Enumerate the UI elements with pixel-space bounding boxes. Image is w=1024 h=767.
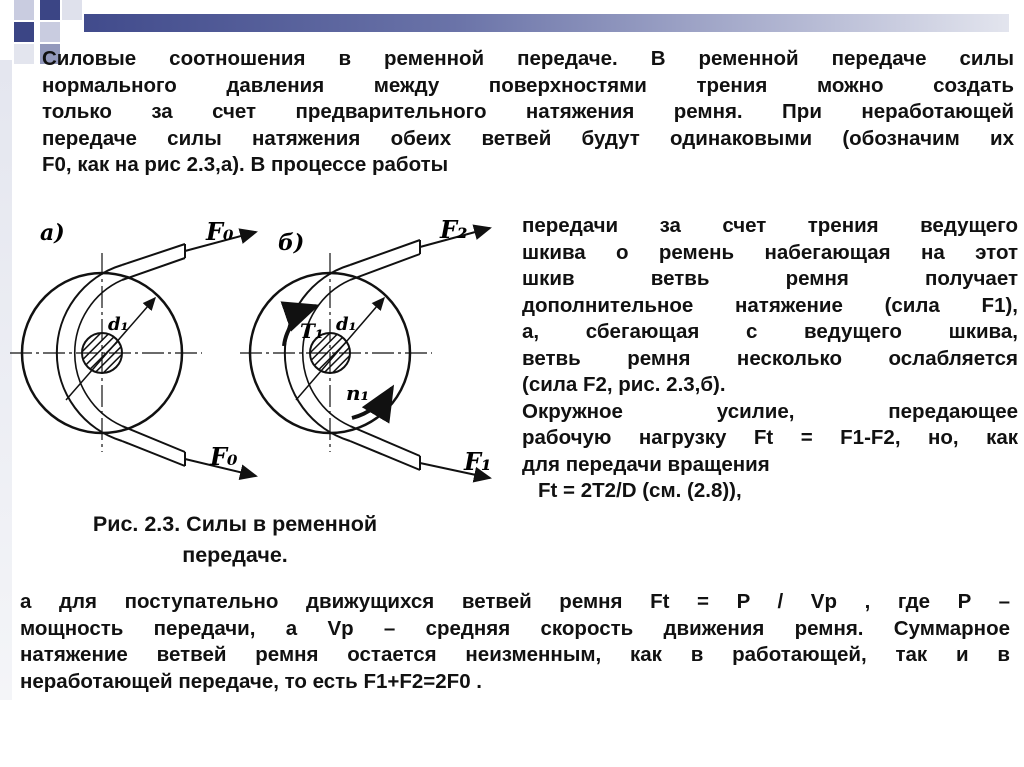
intro-line: передаче силы натяжения обеих ветвей будут одинаковыми (обозначим их — [42, 126, 1014, 150]
force-label-f0-bottom: F₀ — [210, 442, 238, 471]
pulley-a — [10, 244, 202, 466]
formula-line: Ft = 2T2/D (см. (2.8)), — [538, 479, 742, 502]
force-arrows-b — [420, 228, 490, 478]
deco-square — [14, 22, 34, 42]
bottom-line: натяжение ветвей ремня остается неизменным, как в работающей, так и в — [20, 643, 1010, 666]
intro-line: F0, как на рис 2.3,а). В процессе работы — [42, 153, 449, 176]
caption-line: Рис. 2.3. Силы в ременной — [92, 512, 378, 536]
torque-label: T₁ — [300, 319, 324, 343]
right-line: (сила F2, рис. 2.3,б). — [522, 373, 726, 396]
right-line: а, сбегающая с ведущего шкива, — [522, 320, 1018, 343]
speed-label: n₁ — [346, 381, 370, 405]
right-line: шкив ветвь ремня получает — [522, 267, 1018, 290]
diameter-label-b: d₁ — [336, 314, 357, 335]
belt-drive-figure — [0, 195, 520, 505]
bottom-line: неработающей передаче, то есть F1+F2=2F0 . — [20, 669, 482, 693]
force-arrows-a — [185, 232, 256, 476]
right-line: Окружное усилие, передающее — [522, 399, 1018, 423]
force-label-f1: F₁ — [464, 447, 492, 476]
intro-paragraph — [42, 46, 1014, 179]
right-line: шкива о ремень набегающая на этот — [522, 240, 1018, 264]
intro-line: нормального давления между поверхностями трения можно создать — [42, 73, 1014, 97]
pulley-b — [240, 240, 432, 470]
deco-square — [40, 22, 60, 42]
bottom-line: а для поступательно движущихся ветвей ремня Ft = P / Vp , где P – — [20, 590, 1010, 613]
header-bar — [84, 14, 1009, 32]
right-line: ветвь ремня несколько ослабляется — [522, 346, 1018, 370]
deco-square — [40, 0, 60, 20]
right-line: дополнительное натяжение (сила F1), — [522, 293, 1018, 317]
right-line: рабочую нагрузку Ft = F1-F2, но, как — [522, 426, 1018, 449]
force-label-f2: F₂ — [440, 215, 468, 244]
caption-line: передаче. — [182, 543, 288, 567]
force-label-f0-top: F₀ — [206, 217, 234, 246]
intro-line: Силовые соотношения в ременной передаче. В ременной передаче силы — [42, 47, 1014, 70]
deco-square — [62, 0, 82, 20]
deco-square — [14, 0, 34, 20]
intro-line: только за счет предварительного натяжения ремня. При неработающей — [42, 100, 1014, 123]
right-line: для передачи вращения — [522, 452, 770, 476]
right-paragraph — [522, 213, 1018, 505]
bottom-paragraph — [20, 589, 1010, 695]
diameter-label-a: d₁ — [108, 314, 129, 335]
label-a: а) — [40, 220, 65, 246]
figure-caption — [30, 509, 440, 571]
bottom-line: мощность передачи, а Vp – средняя скорость движения ремня. Суммарное — [20, 616, 1010, 640]
right-line: передачи за счет трения ведущего — [522, 214, 1018, 237]
deco-square — [14, 44, 34, 64]
label-b: б) — [278, 230, 305, 256]
